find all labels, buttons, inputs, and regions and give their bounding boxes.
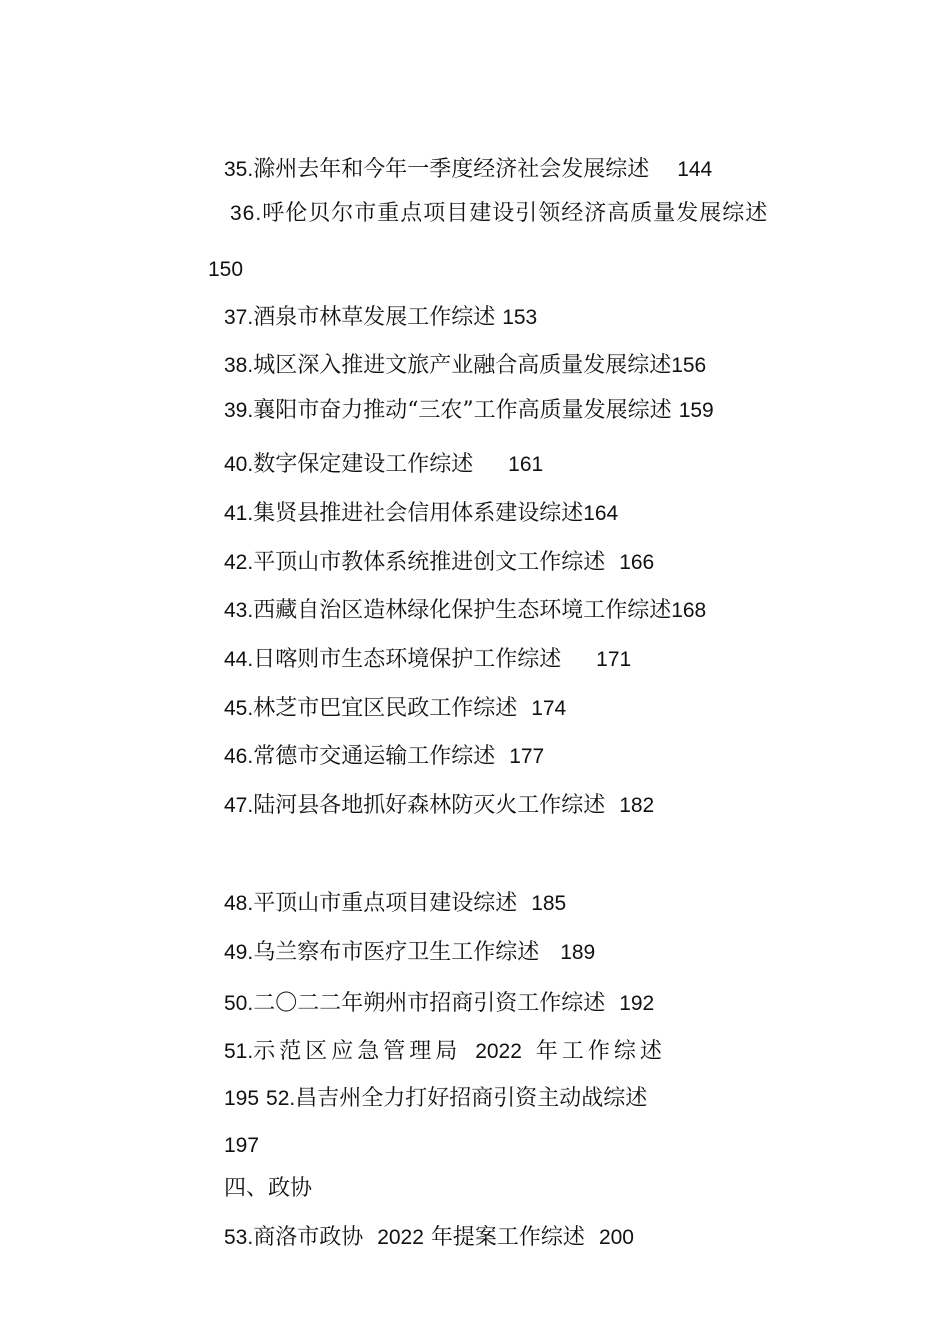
entry-title: 乌兰察布市医疗卫生工作综述 (253, 940, 540, 965)
entry-number: 51. (223, 1040, 254, 1063)
entry-number: 47. (223, 794, 254, 817)
entry-title-part-b: 年工作综述 (535, 1039, 666, 1064)
entry-title: 平顶山市重点项目建设综述 (253, 891, 518, 916)
entry-number: 46. (223, 745, 254, 768)
entry-page: 171 (596, 648, 632, 671)
entry-page: 164 (583, 502, 619, 525)
entry-title: 西藏自治区造林绿化保护生态环境工作综述 (253, 598, 672, 623)
entry-title: 日喀则市生态环境保护工作综述 (253, 647, 562, 672)
entry-number: 41. (223, 502, 254, 525)
entry-page: 159 (678, 399, 714, 422)
entry-page: 156 (671, 354, 707, 377)
entry-page: 182 (619, 794, 655, 817)
entry-number: 53. (223, 1226, 254, 1249)
entry-title: 林芝市巴宜区民政工作综述 (253, 696, 518, 721)
entry-number: 38. (223, 354, 254, 377)
entry-number: 50. (223, 992, 254, 1015)
entry-number: 36. (229, 202, 263, 225)
entry-page: 189 (560, 941, 596, 964)
entry-page: 192 (619, 992, 655, 1015)
entry-title: 城区深入推进文旅产业融合高质量发展综述 (253, 353, 672, 378)
entry-title: 数字保定建设工作综述 (253, 452, 474, 477)
toc-entry-36 (198, 172, 768, 256)
entry-page: 185 (531, 892, 567, 915)
entry-title: 陆河县各地抓好森林防灭火工作综述 (253, 793, 606, 818)
section-title: 四、政协 (223, 1176, 312, 1201)
toc-entry-52 (196, 1057, 647, 1141)
entry-page: 174 (531, 697, 567, 720)
entry-number: 45. (223, 697, 254, 720)
entry-number: 49. (223, 941, 254, 964)
entry-year: 2022 (377, 1226, 424, 1249)
entry-number: 40. (223, 453, 254, 476)
entry-page: 197 (223, 1134, 260, 1157)
entry-number: 37. (223, 306, 254, 329)
entry-title-part-a: 商洛市政协 (253, 1225, 364, 1250)
entry-number: 43. (223, 599, 254, 622)
entry-page: 144 (677, 158, 713, 181)
entry-title: 平顶山市教体系统推进创文工作综述 (253, 550, 606, 575)
toc-entry-47 (196, 764, 654, 848)
entry-page-51: 195 (223, 1087, 260, 1110)
entry-number: 42. (223, 551, 254, 574)
entry-page: 153 (502, 306, 538, 329)
entry-page: 161 (508, 453, 544, 476)
entry-page: 200 (598, 1226, 634, 1249)
entry-title: 襄阳市奋力推动“三农”工作高质量发展综述 (253, 398, 672, 423)
entry-title: 昌吉州全力打好招商引资主动战综述 (295, 1086, 648, 1111)
entry-page: 166 (619, 551, 655, 574)
entry-number: 44. (223, 648, 254, 671)
entry-number: 48. (223, 892, 254, 915)
entry-title: 呼伦贝尔市重点项目建设引领经济高质量发展综述 (262, 201, 769, 226)
entry-page: 177 (509, 745, 545, 768)
entry-title: 常德市交通运输工作综述 (253, 744, 496, 769)
entry-page: 168 (671, 599, 707, 622)
toc-entry-53 (196, 1196, 634, 1280)
entry-year: 2022 (475, 1040, 522, 1063)
entry-title-part-b: 年提案工作综述 (430, 1225, 585, 1250)
entry-title: 集贤县推进社会信用体系建设综述 (253, 501, 584, 526)
entry-page: 150 (207, 258, 244, 281)
entry-title-part-a: 示范区应急管理局 (253, 1039, 462, 1064)
entry-number: 52. (266, 1087, 296, 1110)
entry-title: 二〇二二年朔州市招商引资工作综述 (253, 991, 606, 1016)
entry-number: 35. (223, 158, 254, 181)
entry-title: 滁州去年和今年一季度经济社会发展综述 (253, 157, 650, 182)
entry-title: 酒泉市林草发展工作综述 (253, 305, 496, 330)
entry-number: 39. (223, 399, 254, 422)
